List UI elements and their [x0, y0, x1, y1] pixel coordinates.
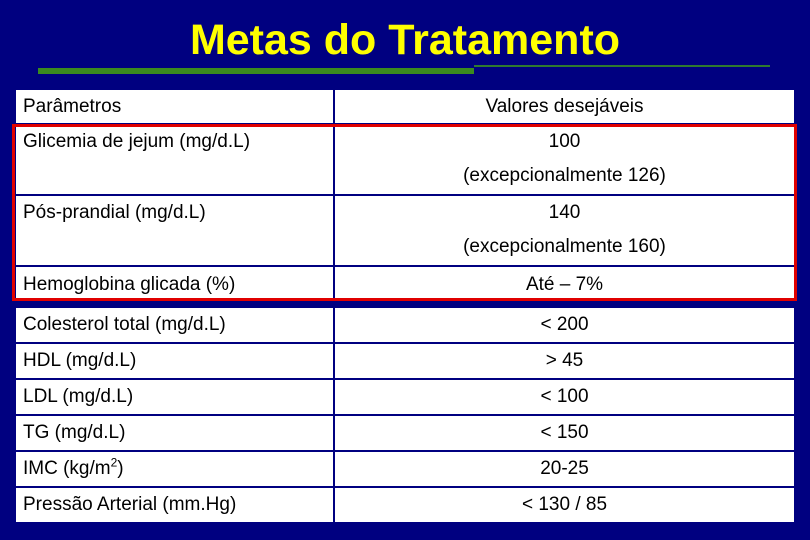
row-param-tg: TG (mg/d.L)	[16, 416, 333, 450]
row-param-fasting-glucose	[16, 125, 333, 194]
row-value-ldl: < 100	[335, 380, 794, 414]
row-param-bmi	[16, 452, 333, 486]
param-label-end: )	[117, 458, 124, 479]
title-underline-bar	[38, 68, 474, 74]
row-param-hdl: HDL (mg/d.L)	[16, 344, 333, 378]
param-label: IMC (kg/m	[23, 458, 111, 479]
param-label: Glicemia de jejum (mg/d.L)	[23, 131, 251, 152]
value-main: 100	[548, 131, 581, 152]
row-param-postprandial	[16, 196, 333, 265]
row-value-fasting-glucose	[335, 125, 794, 194]
row-param-total-cholesterol: Colesterol total (mg/d.L)	[16, 308, 333, 342]
row-value-tg: < 150	[335, 416, 794, 450]
value-extra: (excepcionalmente 160)	[463, 236, 666, 257]
row-value-blood-pressure: < 130 / 85	[335, 488, 794, 522]
row-value-bmi: 20-25	[335, 452, 794, 486]
title-underline-rule	[474, 65, 770, 67]
row-value-postprandial	[335, 196, 794, 265]
slide-title: Metas do Tratamento	[189, 16, 621, 64]
row-param-ldl: LDL (mg/d.L)	[16, 380, 333, 414]
row-value-hdl: > 45	[335, 344, 794, 378]
value-main: 140	[548, 202, 581, 223]
param-label: Pós-prandial (mg/d.L)	[23, 202, 206, 223]
header-parameters: Parâmetros	[16, 90, 333, 123]
row-param-blood-pressure: Pressão Arterial (mm.Hg)	[16, 488, 333, 522]
header-desired-values: Valores desejáveis	[335, 90, 794, 123]
row-value-total-cholesterol: < 200	[335, 308, 794, 342]
row-value-hba1c: Até – 7%	[335, 267, 794, 300]
value-extra: (excepcionalmente 126)	[463, 165, 666, 186]
param-superscript: 2	[110, 455, 118, 470]
row-param-hba1c: Hemoglobina glicada (%)	[16, 267, 333, 300]
